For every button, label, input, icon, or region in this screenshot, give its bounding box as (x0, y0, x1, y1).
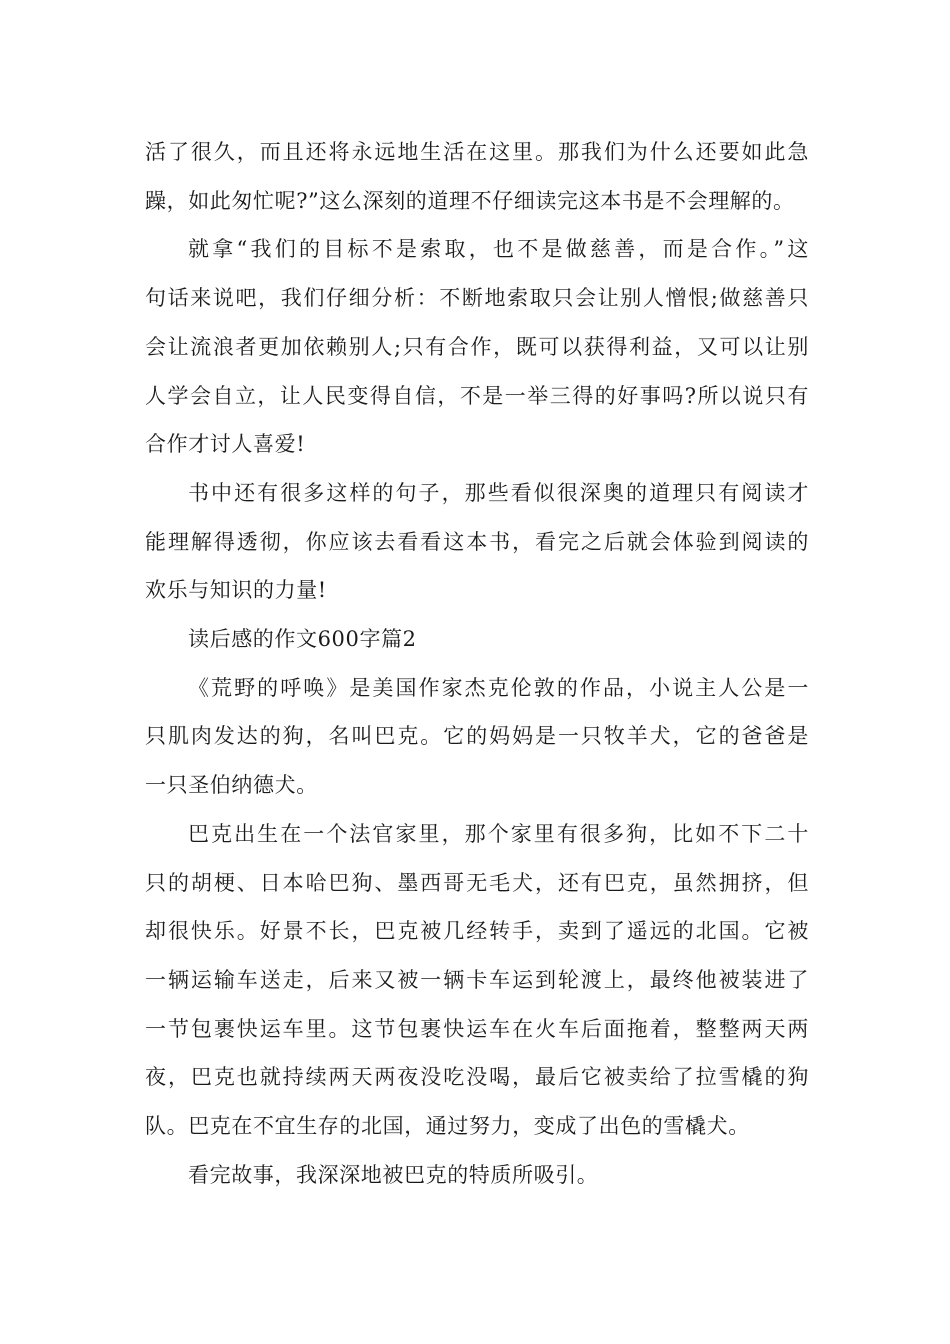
text-line: 书中还有很多这样的句子，那些看似很深奥的道理只有阅读才 (188, 480, 809, 505)
text-line: 欢乐与知识的力量! (145, 578, 327, 603)
text-line: 合作才讨人喜爱! (145, 432, 306, 457)
paragraph-1 (145, 128, 809, 225)
document-body (145, 128, 809, 1199)
text-line: 《荒野的呼唤》是美国作家杰克伦敦的作品，小说主人公是一 (188, 675, 809, 700)
text-line: 看完故事，我深深地被巴克的特质所吸引。 (188, 1162, 599, 1187)
text-line: 夜，巴克也就持续两天两夜没吃没喝，最后它被卖给了拉雪橇的狗 (145, 1065, 809, 1090)
paragraph-6 (145, 1151, 809, 1200)
text-line: 能理解得透彻，你应该去看看这本书，看完之后就会体验到阅读的 (145, 529, 809, 554)
section-heading: 读后感的作文600字篇2 (188, 627, 417, 652)
text-line: 躁，如此匆忙呢?”这么深刻的道理不仔细读完这本书是不会理解的。 (145, 188, 795, 213)
text-line: 一辆运输车送走，后来又被一辆卡车运到轮渡上，最终他被装进了 (145, 967, 809, 992)
paragraph-3 (145, 469, 809, 615)
text-line: 一节包裹快运车里。这节包裹快运车在火车后面拖着，整整两天两 (145, 1016, 809, 1041)
paragraph-2 (145, 225, 809, 469)
text-line: 句话来说吧，我们仔细分析：不断地索取只会让别人憎恨;做慈善只 (145, 286, 809, 311)
text-line: 队。巴克在不宜生存的北国，通过努力，变成了出色的雪橇犬。 (145, 1114, 750, 1139)
text-line: 巴克出生在一个法官家里，那个家里有很多狗，比如不下二十 (188, 821, 809, 846)
text-line: 却很快乐。好景不长，巴克被几经转手，卖到了遥远的北国。它被 (145, 919, 809, 944)
paragraph-5 (145, 810, 809, 1151)
text-line: 只的胡梗、日本哈巴狗、墨西哥无毛犬，还有巴克，虽然拥挤，但 (145, 870, 809, 895)
text-line: 一只圣伯纳德犬。 (145, 773, 318, 798)
text-line: 只肌肉发达的狗，名叫巴克。它的妈妈是一只牧羊犬，它的爸爸是 (145, 724, 809, 749)
text-line: 就拿“我们的目标不是索取，也不是做慈善，而是合作。”这 (188, 237, 809, 262)
paragraph-4 (145, 664, 809, 810)
text-line: 活了很久，而且还将永远地生活在这里。那我们为什么还要如此急 (145, 140, 809, 164)
text-line: 会让流浪者更加依赖别人;只有合作，既可以获得利益，又可以让别 (145, 334, 809, 359)
text-line: 人学会自立，让人民变得自信，不是一举三得的好事吗?所以说只有 (145, 383, 809, 408)
